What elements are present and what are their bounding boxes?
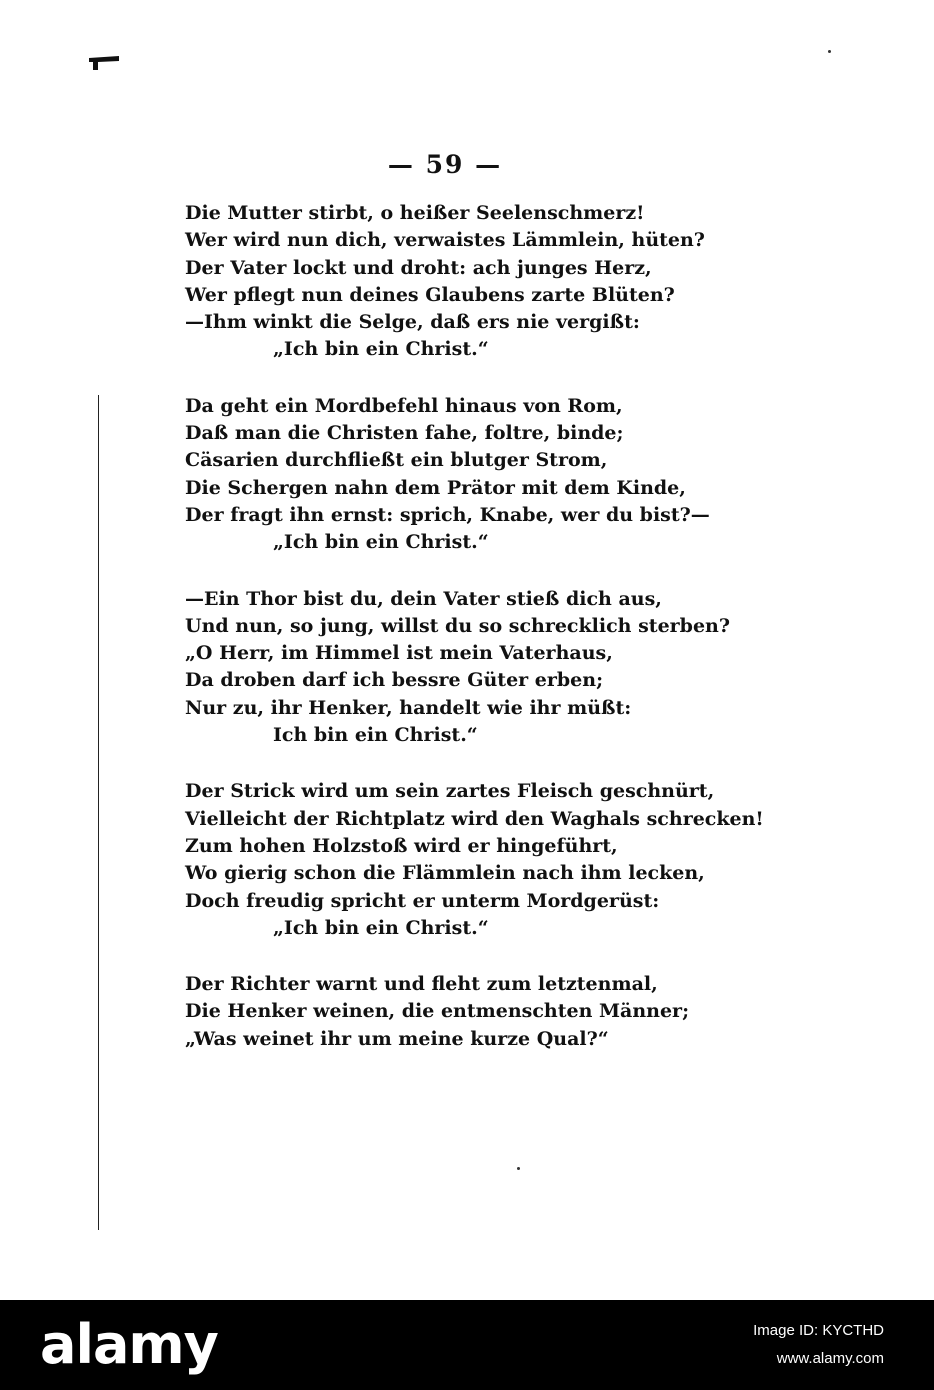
- poem-line: Cäsarien durchfließt ein blutger Strom,: [185, 449, 608, 472]
- page-number: — 59 —: [387, 150, 503, 179]
- stanza: [185, 778, 764, 942]
- poem-line: Zum hohen Holzstoß wird er hingeführt,: [185, 834, 618, 857]
- poem-line: Nur zu, ihr Henker, handelt wie ihr müßt:: [185, 696, 632, 719]
- poem-line: Der Strick wird um sein zartes Fleisch geschnürt,: [185, 780, 715, 803]
- poem-line: Der Richter warnt und fleht zum letztenmal,: [185, 973, 658, 996]
- refrain-line: „Ich bin ein Christ.“: [273, 531, 489, 554]
- refrain-line: „Ich bin ein Christ.“: [273, 916, 489, 939]
- poem-line: Daß man die Christen fahe, foltre, binde;: [185, 422, 624, 445]
- poem-line: Der fragt ihn ernst: sprich, Knabe, wer du bist?—: [185, 503, 710, 526]
- site-url: www.alamy.com: [776, 1350, 884, 1367]
- corner-mark: [89, 56, 119, 70]
- poem-line: Doch freudig spricht er unterm Mordgerüst:: [185, 889, 660, 912]
- poem-line: —Ihm winkt die Selge, daß ers nie vergißt:: [185, 311, 640, 334]
- stanza: [185, 586, 730, 750]
- speck: [517, 1167, 520, 1170]
- poem-line: Wer wird nun dich, verwaistes Lämmlein, hüten?: [185, 229, 705, 252]
- image-id: Image ID: KYCTHD: [753, 1322, 884, 1339]
- poem-line: Und nun, so jung, willst du so schrecklich sterben?: [185, 614, 730, 637]
- refrain-line: Ich bin ein Christ.“: [273, 724, 478, 747]
- margin-line: [98, 395, 99, 1230]
- poem-line: Die Schergen nahn dem Prätor mit dem Kinde,: [185, 476, 686, 499]
- poem-line: Die Henker weinen, die entmenschten Männer;: [185, 1000, 690, 1023]
- poem-line: Die Mutter stirbt, o heißer Seelenschmerz!: [185, 202, 645, 224]
- stanza: [185, 971, 725, 1053]
- poem-line: Wer pflegt nun deines Glaubens zarte Blüten?: [185, 283, 675, 306]
- poem: [185, 200, 764, 1082]
- poem-line: Da droben darf ich bessre Güter erben;: [185, 669, 604, 692]
- stanza: [185, 393, 725, 557]
- poem-line: „O Herr, im Himmel ist mein Vaterhaus,: [185, 642, 613, 665]
- stanza: [185, 200, 725, 364]
- watermark-footer: [0, 1300, 934, 1390]
- poem-line: Der Vater lockt und droht: ach junges Herz,: [185, 256, 652, 279]
- refrain-line: „Ich bin ein Christ.“: [273, 338, 489, 361]
- poem-line: Da geht ein Mordbefehl hinaus von Rom,: [185, 394, 623, 417]
- poem-line: —Ein Thor bist du, dein Vater stieß dich aus,: [185, 587, 662, 610]
- poem-line: Vielleicht der Richtplatz wird den Waghals schrecken!: [185, 807, 764, 830]
- speck: [828, 50, 831, 53]
- poem-line: Wo gierig schon die Flämmlein nach ihm lecken,: [185, 862, 705, 885]
- alamy-logo: alamy: [40, 1313, 218, 1376]
- poem-line: „Was weinet ihr um meine kurze Qual?“: [185, 1027, 609, 1050]
